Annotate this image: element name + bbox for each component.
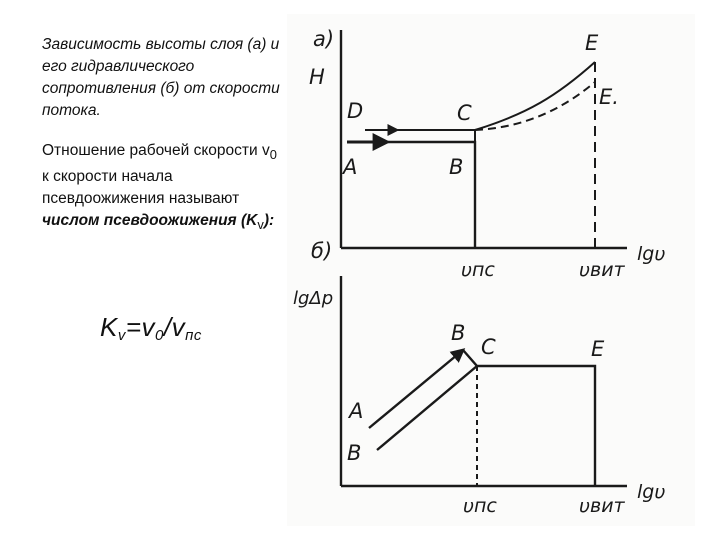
point-a-bottom-label: A	[349, 399, 364, 423]
curve-ce-plateau	[463, 350, 595, 486]
point-d-label: D	[347, 99, 364, 123]
definition-paren: (K	[236, 212, 258, 230]
point-c-bottom-label: C	[481, 335, 496, 359]
point-b-label: B	[449, 155, 464, 179]
graph-b-xlabel-vvit: υвит	[579, 495, 625, 517]
point-a-label: A	[343, 155, 358, 179]
graph-a	[309, 27, 665, 281]
definition-text-2: к скорости начала псевдоожижения называют	[42, 168, 240, 208]
graph-a-xlabel-vvit: υвит	[579, 259, 625, 281]
graph-b-xlabel-vps: υпс	[463, 495, 497, 517]
definition-end: ):	[263, 212, 275, 230]
graph-b-y-label: lgΔp	[293, 288, 334, 309]
graph-a-y-label: H	[309, 65, 325, 89]
point-b-top-label: B	[451, 321, 466, 345]
formula-k: K	[100, 312, 118, 342]
graph-b-panel-label: б)	[311, 239, 333, 263]
definition-sub-v: v	[257, 217, 264, 233]
fluidization-number-term: числом псевдоожижения	[42, 212, 237, 230]
figure-caption: Зависимость высоты слоя (а) и его гидравлического сопротивления (б) от скорости потока.	[42, 36, 280, 119]
definition-sub-0: 0	[269, 147, 277, 163]
fluidization-formula	[100, 312, 202, 344]
fluidization-definition	[42, 140, 282, 236]
fluidization-diagrams	[287, 14, 695, 526]
caption-panel	[42, 34, 282, 236]
formula-equals: =v	[125, 312, 156, 342]
point-e-label: E	[585, 31, 599, 55]
formula-vps-sub: пс	[185, 327, 202, 344]
graph-a-xlabel-vps: υпс	[461, 259, 495, 281]
fluidization-figure	[287, 14, 695, 526]
formula-v0-sub: 0	[155, 327, 164, 344]
point-c-label: C	[457, 101, 472, 125]
definition-text-1: Отношение рабочей скорости v	[42, 142, 270, 159]
graph-a-xlabel-lgv: lgυ	[637, 243, 666, 265]
formula-slash: /v	[163, 312, 186, 342]
formula-k-sub: v	[117, 327, 126, 344]
graph-b-xlabel-lgv: lgυ	[637, 481, 666, 503]
graph-a-panel-label: а)	[313, 27, 335, 51]
point-b-bottom-label: B	[347, 441, 362, 465]
point-e-dot-label: E.	[599, 85, 619, 109]
point-e-bottom-label: E	[591, 337, 605, 361]
